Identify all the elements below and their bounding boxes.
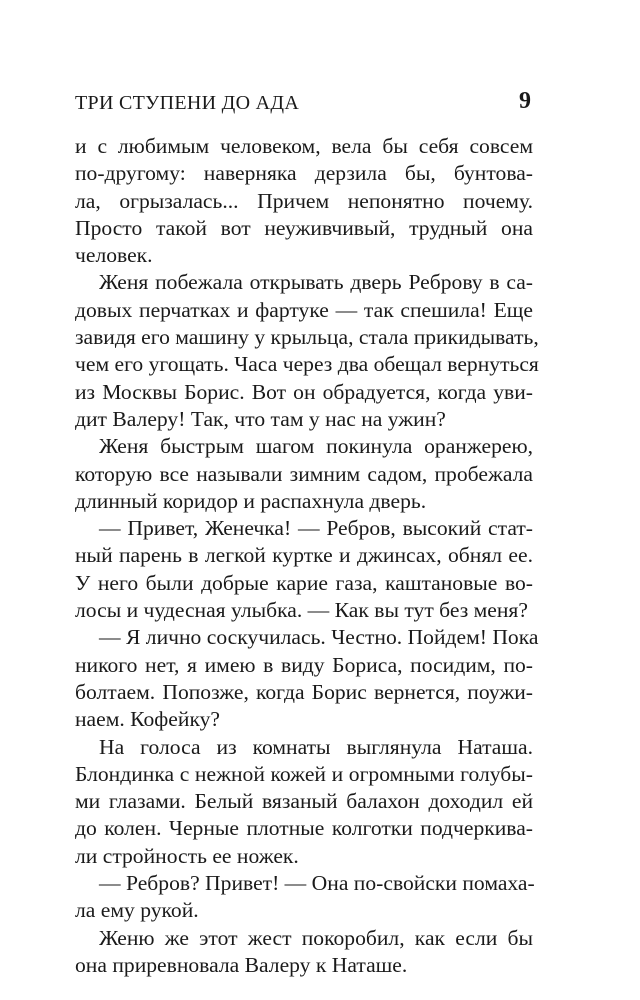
text-line: из Москвы Борис. Вот он обрадуется, когда уви- [75,379,533,404]
text-line: — Ребров? Привет! — Она по-свойски помаха- [99,871,535,896]
text-line: На голоса из комнаты выглянула Наташа. [99,734,533,759]
text-line: завидя его машину у крыльца, стала прикидывать, [75,325,539,350]
text-line: человек. [75,243,153,268]
text-line: ла, огрызалась... Причем непонятно почему. [75,188,533,213]
text-line: чем его угощать. Часа через два обещал вернуться [75,352,539,377]
text-line: Просто такой вот неуживчивый, трудный она [75,215,533,240]
text-line: ный парень в легкой куртке и джинсах, обнял ее. [75,543,533,568]
text-line: никого нет, я имею в виду Бориса, посидим, по- [75,652,533,677]
text-line: — Привет, Женечка! — Ребров, высокий стат- [99,516,533,541]
page-number: 9 [519,88,531,114]
text-line: Женю же этот жест покоробил, как если бы [99,925,533,950]
text-line: дит Валеру! Так, что там у нас на ужин? [75,406,446,431]
text-line: наем. Кофейку? [75,707,221,732]
text-line: — Я лично соскучилась. Честно. Пойдем! Пока [99,625,539,650]
text-line: довых перчатках и фартуке — так спешила! Еще [75,297,533,322]
text-line: ла ему рукой. [75,898,199,923]
body-text [75,133,539,979]
text-line: Женя побежала открывать дверь Реброву в са- [99,270,533,295]
text-line: ми глазами. Белый вязаный балахон доходил ей [75,789,533,814]
text-line: и с любимым человеком, вела бы себя совсем [75,134,533,158]
text-line: которую все называли зимним садом, пробежала [75,461,533,486]
book-title: ТРИ СТУПЕНИ ДО АДА [75,92,300,114]
text-line: ли стройность ее ножек. [75,843,299,868]
text-line: Женя быстрым шагом покинула оранжерею, [99,434,533,459]
text-line: У него были добрые карие газа, каштановые во- [75,570,533,595]
text-line: болтаем. Попозже, когда Борис вернется, поужи- [75,679,533,704]
text-line: она приревновала Валеру к Наташе. [75,952,408,977]
text-line: по-другому: наверняка дерзила бы, бунтова- [75,161,533,186]
running-head [75,88,535,118]
text-line: Блондинка с нежной кожей и огромными голубы- [75,761,533,786]
text-line: лосы и чудесная улыбка. — Как вы тут без меня? [75,598,528,623]
text-line: длинный коридор и распахнула дверь. [75,488,427,513]
text-line: до колен. Черные плотные колготки подчеркива- [75,816,533,841]
